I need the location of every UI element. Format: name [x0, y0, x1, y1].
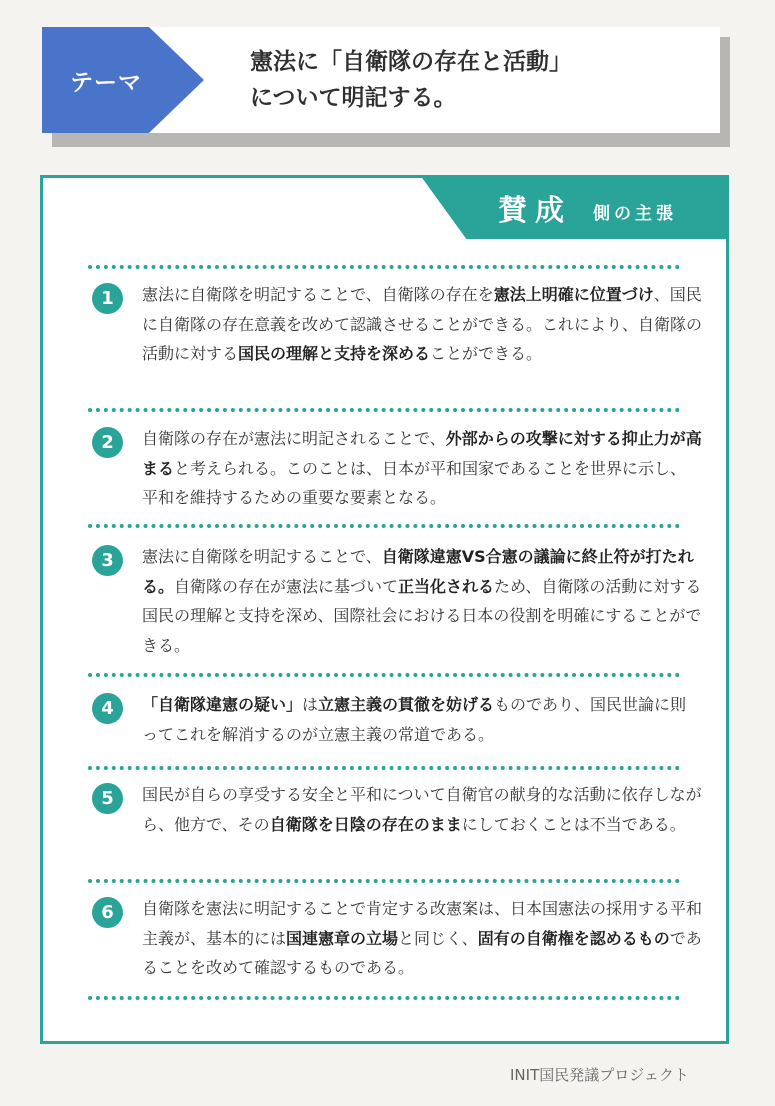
item-text: [142, 690, 702, 749]
emphasis-text: 国連憲章の立場: [286, 928, 399, 948]
body-text: ものであり、国民世論に則ってこれを解消するのが立憲主義の常道である。: [142, 695, 687, 744]
stance-main-label: 賛成: [498, 193, 573, 227]
stance-tab: [420, 175, 729, 239]
divider: [88, 408, 680, 412]
stance-sub-label: 側の主張: [593, 204, 677, 224]
body-text: は: [302, 695, 319, 714]
emphasis-text: 立憲主義の貫徹を妨げる: [318, 695, 495, 714]
theme-title-line1: 憲法に「自衛隊の存在と活動」: [250, 49, 572, 75]
item-number-badge: 4: [92, 693, 123, 724]
emphasis-text: 「自衛隊違憲の疑い」: [142, 695, 303, 714]
footer-credit: INIT国民発議プロジェクト: [510, 1066, 689, 1084]
body-text: 、国民に自衛隊の存在意義を改めて認識させることができる。これにより、自衛隊の活動に対する: [142, 285, 703, 363]
theme-title-line2: について明記する。: [250, 85, 457, 111]
item-text: [142, 542, 702, 660]
item-number-badge: 5: [92, 783, 123, 814]
divider: [88, 524, 680, 528]
body-text: ことができる。: [430, 344, 543, 363]
body-text: であることを改めて確認するものである。: [142, 928, 702, 977]
body-text: にしておくことは不当である。: [461, 814, 686, 834]
theme-title: [250, 44, 710, 116]
item-text: [142, 894, 702, 983]
divider: [88, 265, 680, 269]
emphasis-text: 正当化される: [398, 576, 495, 596]
emphasis-text: 自衛隊違憲VS合憲の議論に終止符が打たれる。: [142, 547, 694, 596]
theme-tag-label: テーマ: [70, 70, 142, 96]
divider: [88, 996, 680, 1000]
body-text: 自衛隊を憲法に明記することで肯定する改憲案は、日本国憲法の採用する平和主義が、基本的には: [142, 899, 703, 948]
emphasis-text: 自衛隊を日陰の存在のまま: [269, 814, 462, 834]
body-text: 憲法に自衛隊を明記することで、自衛隊の存在を: [142, 285, 494, 304]
body-text: 国民が自らの享受する安全と平和について自衛官の献身的な活動に依存しながら、他方で、その: [142, 785, 702, 834]
body-text: 自衛隊の存在が憲法に基づいて: [174, 576, 399, 596]
body-text: 憲法に自衛隊を明記することで、: [142, 547, 382, 566]
item-text: [142, 280, 702, 369]
emphasis-text: 固有の自衛権を認めるもの: [477, 928, 670, 948]
item-number-badge: 3: [92, 545, 123, 576]
emphasis-text: 外部からの攻撃に対する抑止力が高まる: [142, 429, 702, 478]
item-number-badge: 1: [92, 283, 123, 314]
body-text: と考えられる。このことは、日本が平和国家であることを世界に示し、平和を維持するための重要な要素となる。: [142, 458, 687, 507]
emphasis-text: 国民の理解と支持を深める: [238, 344, 431, 363]
body-text: と同じく、: [398, 928, 478, 948]
body-text: 自衛隊の存在が憲法に明記されることで、: [142, 429, 446, 448]
divider: [88, 879, 680, 883]
item-number-badge: 6: [92, 897, 123, 928]
divider: [88, 766, 680, 770]
item-text: [142, 780, 702, 839]
body-text: ため、自衛隊の活動に対する国民の理解と支持を深め、国際社会における日本の役割を明確にすることができる。: [142, 576, 702, 655]
item-number-badge: 2: [92, 427, 123, 458]
emphasis-text: 憲法上明確に位置づけ: [493, 285, 654, 304]
divider: [88, 673, 680, 677]
item-text: [142, 424, 702, 513]
